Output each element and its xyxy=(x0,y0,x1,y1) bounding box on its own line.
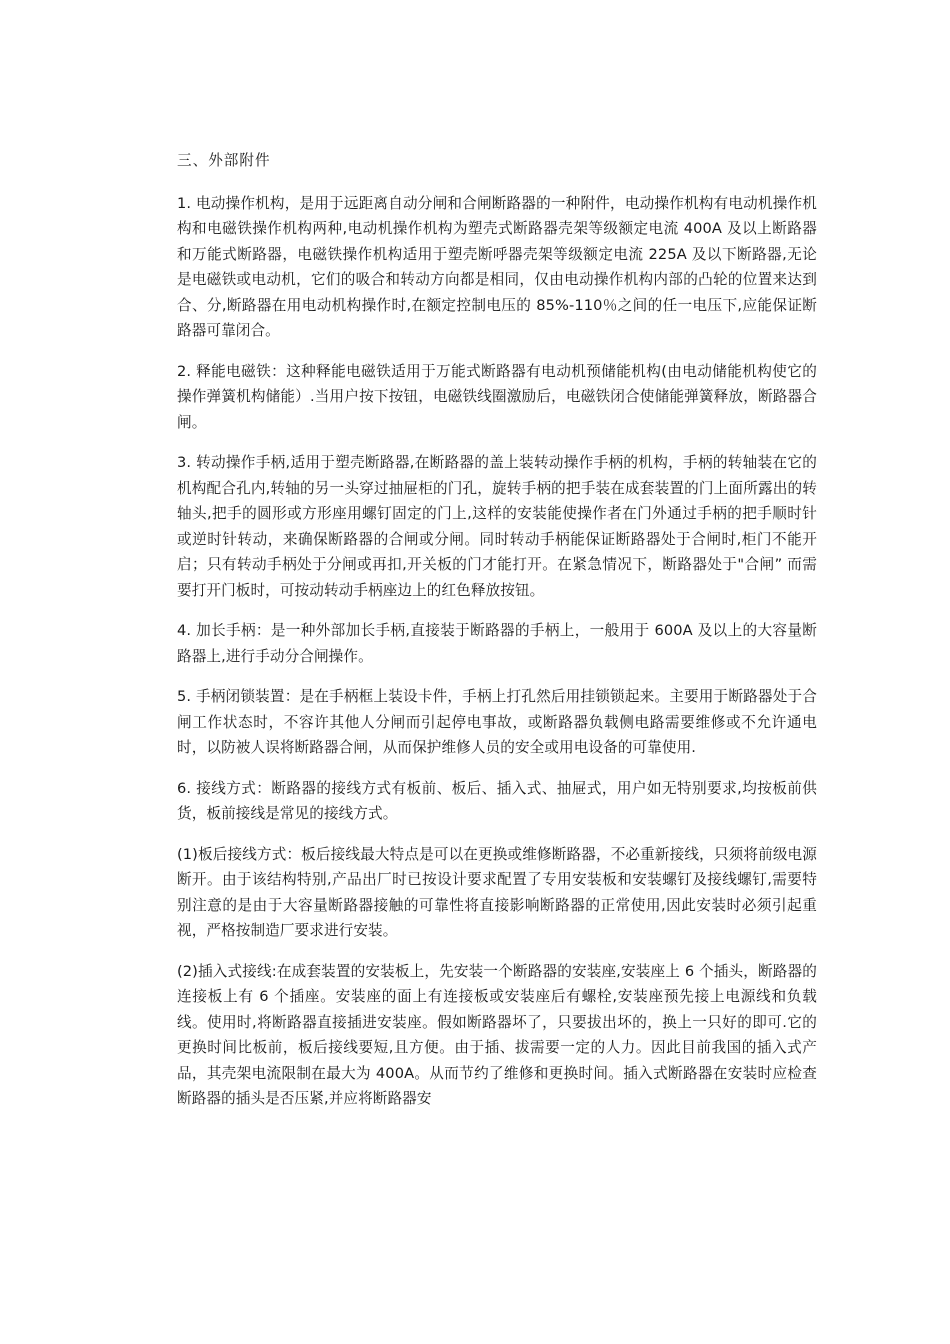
paragraph-electric-operating-mechanism: 1. 电动操作机构，是用于远距离自动分闸和合闸断路器的一种附件，电动操作机构有电动机操作机构和电磁铁操作机构两种,电动机操作机构为塑壳式断路器壳架等级额定电流 400A 及以上断路器和万能式断路器，电磁铁操作机构适用于塑壳断呼器壳架等级额定电流 225A 及以下断路器,无论是电磁铁或电动机，它们的吸合和转动方向都是相同，仅由电动操作机构内部的凸轮的位置来达到合、分,断路器在用电动机构操作时,在额定控制电压的 85%-110％之间的任一电压下,应能保证断路器可靠闭合。 xyxy=(177,194,817,339)
paragraph-plug-in-wiring: (2)插入式接线:在成套装置的安装板上，先安装一个断路器的安装座,安装座上 6 个插头，断路器的连接板上有 6 个插座。安装座的面上有连接板或安装座后有螺栓,安装座预先接上电源线和负载线。使用时,将断路器直接插进安装座。假如断路器坏了，只要拔出坏的，换上一只好的即可.它的更换时间比板前，板后接线要短,且方便。由于插、拔需要一定的人力。因此目前我国的插入式产品，其壳架电流限制在最大为 400A。从而节约了维修和更换时间。插入式断路器在安装时应检查断路器的插头是否压紧,并应将断路器安 xyxy=(177,962,817,1107)
paragraph-extended-handle: 4. 加长手柄：是一种外部加长手柄,直接装于断路器的手柄上，一般用于 600A 及以上的大容量断路器上,进行手动分合闸操作。 xyxy=(177,622,817,665)
section-title: 三、外部附件 xyxy=(177,152,271,169)
paragraph-wiring-methods: 6. 接线方式：断路器的接线方式有板前、板后、插入式、抽屉式，用户如无特别要求,均按板前供货，板前接线是常见的接线方式。 xyxy=(177,779,817,822)
paragraph-energy-release-electromagnet: 2. 释能电磁铁：这种释能电磁铁适用于万能式断路器有电动机预储能机构(由电动储能机构使它的操作弹簧机构储能）.当用户按下按钮，电磁铁线圈激励后，电磁铁闭合使储能弹簧释放，断路器合闸。 xyxy=(177,362,817,431)
paragraph-rear-wiring: (1)板后接线方式：板后接线最大特点是可以在更换或维修断路器，不必重新接线，只须将前级电源断开。由于该结构特别,产品出厂时已按设计要求配置了专用安装板和安装螺钉及接线螺钉,需要特别注意的是由于大容量断路器接触的可靠性将直接影响断路器的正常使用,因此安装时必须引起重视，严格按制造厂要求进行安装。 xyxy=(177,845,817,939)
document-body xyxy=(177,148,817,1127)
paragraph-handle-locking-device: 5. 手柄闭锁装置：是在手柄框上装设卡件，手柄上打孔然后用挂锁锁起来。主要用于断路器处于合闸工作状态时，不容许其他人分闸而引起停电事故，或断路器负载侧电路需要维修或不允许通电时，以防被人误将断路器合闸，从而保护维修人员的安全或用电设备的可靠使用. xyxy=(177,688,817,756)
paragraph-rotary-operating-handle: 3. 转动操作手柄,适用于塑壳断路器,在断路器的盖上装转动操作手柄的机构，手柄的转轴装在它的机构配合孔内,转轴的另一头穿过抽屉柜的门孔，旋转手柄的把手装在成套装置的门上面所露出的转轴头,把手的圆形或方形座用螺钉固定的门上,这样的安装能使操作者在门外通过手柄的把手顺时针或逆时针转动，来确保断路器的合闸或分闸。同时转动手柄能保证断路器处于合闸时,柜门不能开启；只有转动手柄处于分闸或再扣,开关板的门才能打开。在紧急情况下，断路器处于"合闸” 而需要打开门板时，可按动转动手柄座边上的红色释放按钮。 xyxy=(177,454,817,599)
